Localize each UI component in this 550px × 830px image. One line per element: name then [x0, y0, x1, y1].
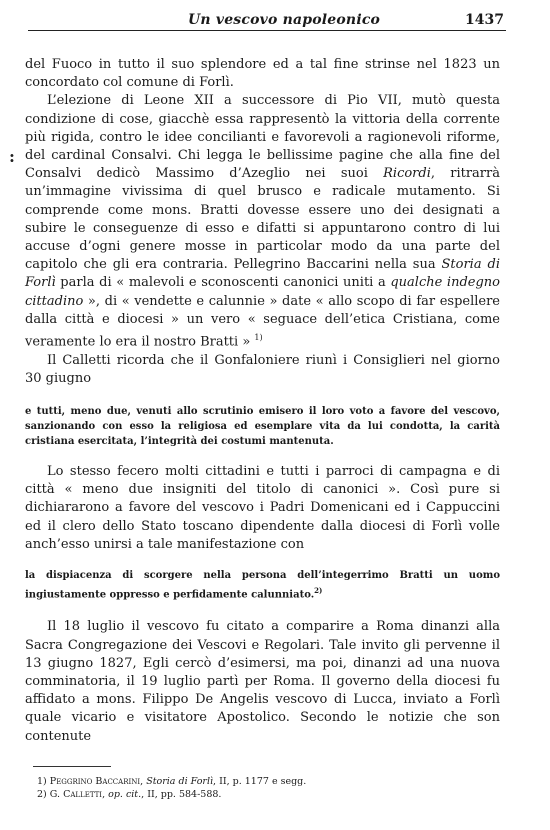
- footnote-1: 1) Peggrino Baccarini, Storia di Forlì, II, p. 1177 e segg.: [37, 775, 307, 787]
- paragraph-1: del Fuoco in tutto il suo splendore ed a tal fine strinse nel 1823 un concordato col comune di Forlì.: [25, 57, 500, 91]
- page-header: [28, 10, 506, 31]
- page-number: 1437: [465, 12, 504, 28]
- block-quote-2: la dispiacenza di scorgere nella persona dell’integerrimo Bratti un uomo ingiustamente oppresso e perfidamente calunniato.$^{2)}$: [25, 570, 500, 601]
- paragraph-5: Il 18 luglio il vescovo fu citato a comparire a Roma dinanzi alla Sacra Congregazione dei Vescovi e Regolari. Tale invito gli pervenne il 13 giugno 1827, Egli cercò d’esimersi, ma poi, dinanzi ad una nuova comminatoria, il 19 luglio partì per Roma. Il governo della diocesi fu affidato a mons. Filippo De Angelis vescovo di Lucca, inviato a Forlì quale vicario e visitatore Apostolico. Secondo le notizie che son contenute: [25, 619, 500, 744]
- margin-mark: :: [9, 147, 15, 166]
- footnote-ref-1[interactable]: 1): [254, 333, 263, 343]
- footnote-2: 2) G. Calletti, op. cit., II, pp. 584-588.: [37, 788, 222, 800]
- page-body: [25, 56, 500, 801]
- footnote-divider: [33, 766, 111, 767]
- running-title: Un vescovo napoleonico: [188, 12, 381, 28]
- block-quote-1: e tutti, meno due, venuti allo scrutinio emisero il loro voto a favore del vescovo, sanzionando con esso la religiosa ed esemplare vita da lui condotta, la carità cristiana esercitata, l’integrità dei costumi mantenuta.: [25, 405, 500, 447]
- paragraph-4: Lo stesso fecero molti cittadini e tutti i parroci di campagna e di città « meno due insigniti del titolo di canonici ». Così pure si dichiararono a favore del vescovo i Padri Domenicani ed i Cappuccini ed il clero dello Stato toscano dipendente dalla diocesi di Forlì volle anch’esso unirsi a tale manifestazione con: [25, 463, 500, 552]
- paragraph-3: Il Calletti ricorda che il Gonfaloniere riunì i Consiglieri nel giorno 30 giugno: [25, 352, 500, 386]
- paragraph-2: L’elezione di Leone XII a successore di Pio VII, mutò questa condizione di cose, giacchè essa rappresentò la vittoria della corrente più rigida, contro le idee concilianti e favorevoli a ragionevoli riforme, del cardinal Consalvi. Chi legga le bellissime pagine che alla fine del Consalvi dedicò Massimo d’Azeglio nei suoi Ricordi, ritrarrà un’immagine vivissima di quel brusco e radicale mutamento. Si comprende come mons. Bratti dovesse essere uno dei designati a subire le conseguenze di esso e difatti si appuntarono contro di lui accuse d’ogni genere mosse in particolar modo da una parte del capitolo che gli era contraria. Pellegrino Baccarini nella sua Storia di Forlì parla di « malevoli e sconoscenti canonici uniti a qualche indegno cittadino », di « vendette e calunnie » date « allo scopo di far espellere dalla città e diocesi » un vero « seguace dell’etica Cristiana, come veramente lo era il nostro Bratti » $^{1)}$: [25, 93, 500, 350]
- footnote-ref-2[interactable]: 2): [314, 586, 323, 595]
